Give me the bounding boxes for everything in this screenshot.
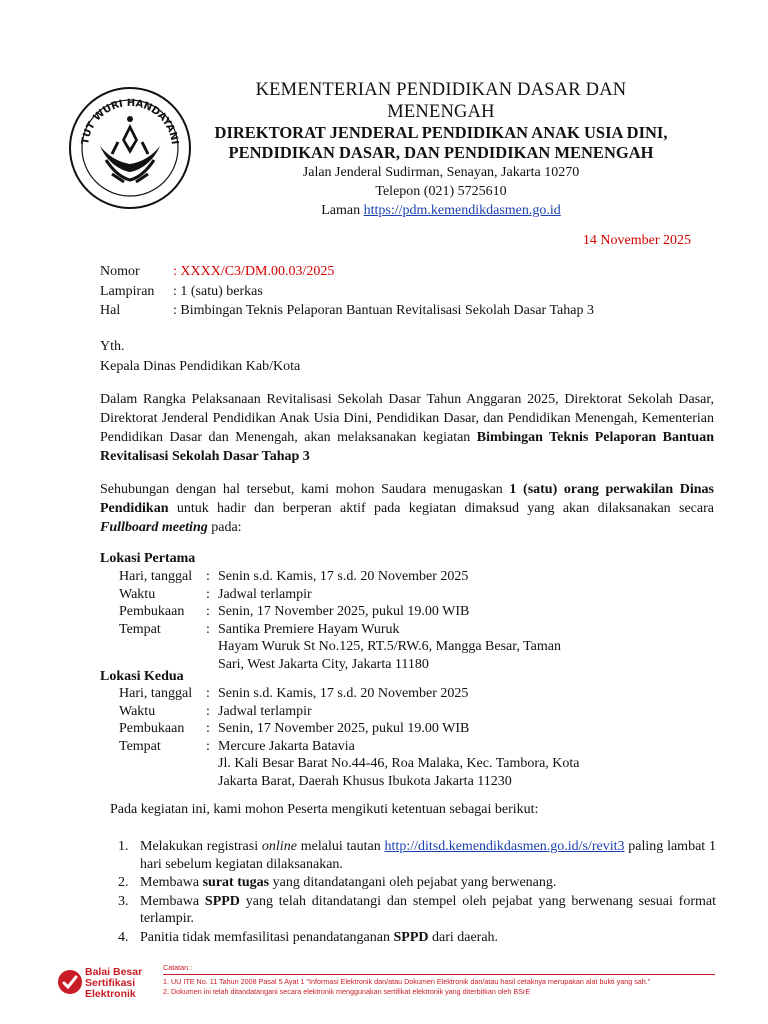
location-2-row bbox=[119, 738, 619, 756]
row-value: Sari, West Jakarta City, Jakarta 11180 bbox=[218, 656, 429, 672]
hal-label: Hal bbox=[100, 303, 121, 318]
ministry-name-line2: MENENGAH bbox=[387, 102, 495, 122]
svg-text:TUT WURI HANDAYANI: TUT WURI HANDAYANI bbox=[80, 97, 180, 146]
item4-bold: SPPD bbox=[393, 929, 429, 945]
item4-part-a: Panitia tidak memfasilitasi penandatanganan bbox=[140, 929, 394, 945]
location-1-row bbox=[119, 656, 619, 674]
location-1-row bbox=[119, 603, 619, 621]
website-link[interactable]: https://pdm.kemendikdasmen.go.id bbox=[363, 203, 561, 218]
notes-title: Catatan : bbox=[163, 963, 193, 972]
list-text bbox=[140, 838, 716, 873]
list-number: 1. bbox=[118, 839, 129, 854]
paragraph-2-part1: Sehubungan dengan hal tersebut, kami mohon Saudara menugaskan bbox=[100, 482, 510, 497]
location-2-row bbox=[119, 720, 619, 738]
list-item bbox=[118, 874, 716, 892]
letter-meta bbox=[100, 262, 594, 321]
row-label: Pembukaan bbox=[119, 604, 185, 619]
item2-bold: surat tugas bbox=[202, 875, 270, 890]
row-label: Waktu bbox=[119, 703, 156, 719]
meta-row-nomor bbox=[100, 262, 594, 282]
row-colon: : bbox=[206, 703, 210, 719]
row-value: Jl. Kali Besar Barat No.44-46, Roa Malaka, Kec. Tambora, Kota bbox=[218, 756, 580, 771]
notes-divider bbox=[163, 974, 715, 975]
location-2-row bbox=[119, 703, 619, 721]
item2-part-a: Membawa bbox=[140, 875, 203, 890]
list-text bbox=[140, 874, 716, 892]
item4-part-b: dari daerah. bbox=[428, 929, 499, 945]
bsre-line3: Elektronik bbox=[85, 988, 136, 1000]
item1-part-c: paling lambat 1 hari sebelum kegiatan dilaksanakan. bbox=[140, 839, 716, 872]
list-item bbox=[118, 929, 716, 947]
location-1-title: Lokasi Pertama bbox=[100, 551, 196, 566]
row-label: Hari, tanggal bbox=[119, 569, 193, 584]
note-2: 2. Dokumen ini telah ditandatangani secara elektronik menggunakan sertifikat elektronik yang diterbitkan oleh BSrE bbox=[163, 987, 531, 996]
row-colon bbox=[206, 656, 218, 674]
signature-footer bbox=[55, 963, 715, 1013]
phone-line: Telepon (021) 5725610 bbox=[375, 184, 507, 199]
row-colon: : bbox=[206, 686, 210, 701]
directorate-name-line1: DIREKTORAT JENDERAL PENDIDIKAN ANAK USIA DINI, bbox=[214, 123, 668, 142]
location-1-row bbox=[119, 568, 619, 586]
row-colon: : bbox=[206, 738, 210, 754]
item3-part-a: Membawa bbox=[140, 893, 205, 909]
location-1-row bbox=[119, 621, 619, 639]
directorate-name-line2: PENDIDIKAN DASAR, DAN PENDIDIKAN MENENGAH bbox=[228, 143, 654, 162]
meta-row-hal bbox=[100, 301, 594, 321]
paragraph-1-text: Dalam Rangka Pelaksanaan Revitalisasi Sekolah Dasar Tahun Anggaran 2025, Direktorat Sekolah Dasar, Direktorat Jenderal Pendidikan Anak Usia Dini, Pendidikan Dasar, dan Pendidikan Menengah, Kementerian Pendidikan Dasar dan Menengah, akan melaksanakan kegiatan bbox=[100, 392, 714, 445]
row-value: Jakarta Barat, Daerah Khusus Ibukota Jakarta 11230 bbox=[218, 773, 512, 789]
nomor-value: : XXXX/C3/DM.00.03/2025 bbox=[173, 264, 335, 279]
row-value: Jadwal terlampir bbox=[218, 586, 312, 602]
bsre-name bbox=[85, 967, 142, 1000]
row-value: Mercure Jakarta Batavia bbox=[218, 738, 355, 754]
nomor-label: Nomor bbox=[100, 264, 140, 279]
recipient-block bbox=[100, 337, 300, 376]
location-2-row bbox=[119, 773, 619, 791]
row-label bbox=[119, 638, 206, 656]
row-label bbox=[119, 773, 206, 791]
list-number: 4. bbox=[118, 929, 129, 945]
note-1: 1. UU ITE No. 11 Tahun 2008 Pasal 5 Ayat 1 "Informasi Elektronik dan/atau Dokumen Elektronik dan/atau hasil cetaknya merupakan alat bukti yang sah." bbox=[163, 977, 651, 986]
row-label: Hari, tanggal bbox=[119, 686, 193, 701]
paragraph-2 bbox=[100, 480, 714, 537]
item1-italic: online bbox=[261, 839, 297, 854]
row-label: Tempat bbox=[119, 738, 161, 754]
paragraph-2-bold-italic: Fullboard meeting bbox=[100, 520, 208, 535]
paragraph-2-part2: untuk hadir dan berperan aktif pada kegiatan dimaksud yang akan dilaksanakan secara bbox=[168, 501, 714, 516]
list-item bbox=[118, 838, 716, 873]
salutation: Yth. bbox=[100, 339, 125, 354]
item3-part-b: yang telah ditandatangi dan stempel oleh pejabat yang berwenang sesuai format terlampir. bbox=[140, 893, 716, 926]
row-colon: : bbox=[206, 621, 210, 637]
location-2-details bbox=[119, 685, 619, 790]
address-line: Jalan Jenderal Sudirman, Senayan, Jakarta 10270 bbox=[302, 165, 580, 180]
bsre-logo-icon bbox=[55, 967, 85, 997]
item1-part-b: melalui tautan bbox=[296, 839, 385, 854]
row-value: Senin, 17 November 2025, pukul 19.00 WIB bbox=[218, 721, 470, 736]
tut-wuri-handayani-logo bbox=[66, 84, 194, 212]
list-text bbox=[140, 929, 716, 947]
list-number: 3. bbox=[118, 893, 129, 909]
registration-link[interactable]: http://ditsd.kemendikdasmen.go.id/s/revit3 bbox=[384, 839, 625, 854]
row-value: Senin s.d. Kamis, 17 s.d. 20 November 2025 bbox=[218, 686, 469, 701]
row-colon bbox=[206, 773, 218, 791]
bsre-line2: Sertifikasi bbox=[85, 977, 136, 989]
row-value: Jadwal terlampir bbox=[218, 703, 312, 719]
item2-part-b: yang ditandatangani oleh pejabat yang berwenang. bbox=[269, 875, 557, 890]
requirements-intro: Pada kegiatan ini, kami mohon Peserta mengikuti ketentuan sebagai berikut: bbox=[110, 802, 539, 817]
meta-row-lampiran bbox=[100, 282, 594, 302]
letter-date: 14 November 2025 bbox=[582, 233, 691, 248]
row-value: Senin, 17 November 2025, pukul 19.00 WIB bbox=[218, 604, 470, 619]
paragraph-2-bold: 1 (satu) orang perwakilan Dinas Pendidikan bbox=[100, 482, 715, 516]
list-text bbox=[140, 893, 716, 928]
row-colon bbox=[206, 638, 218, 656]
paragraph-1 bbox=[100, 390, 714, 466]
footer-notes bbox=[163, 963, 715, 997]
bsre-line1: Balai Besar bbox=[85, 966, 143, 978]
item1-part-a: Melakukan registrasi bbox=[140, 839, 262, 854]
paragraph-1-bold: Bimbingan Teknis Pelaporan Bantuan Revitalisasi Sekolah Dasar Tahap 3 bbox=[100, 430, 714, 464]
location-2-row bbox=[119, 685, 619, 703]
row-label: Waktu bbox=[119, 586, 156, 602]
item3-bold: SPPD bbox=[204, 893, 240, 909]
letterhead bbox=[196, 79, 686, 220]
location-2-title: Lokasi Kedua bbox=[100, 669, 184, 684]
location-1-details bbox=[119, 568, 619, 673]
row-value: Hayam Wuruk St No.125, RT.5/RW.6, Mangga Besar, Taman bbox=[218, 639, 561, 654]
location-2-row bbox=[119, 755, 619, 773]
row-value: Santika Premiere Hayam Wuruk bbox=[218, 621, 400, 637]
list-number: 2. bbox=[118, 875, 129, 890]
row-colon: : bbox=[206, 721, 210, 736]
row-label: Tempat bbox=[119, 621, 161, 637]
paragraph-2-part3: pada: bbox=[207, 520, 242, 535]
requirements-list bbox=[118, 838, 716, 947]
location-1-row bbox=[119, 638, 619, 656]
row-colon: : bbox=[206, 604, 210, 619]
location-1-row bbox=[119, 586, 619, 604]
lampiran-value: : 1 (satu) berkas bbox=[173, 283, 263, 299]
list-item bbox=[118, 893, 716, 928]
row-label: Pembukaan bbox=[119, 721, 185, 736]
row-colon: : bbox=[206, 586, 210, 602]
website-line bbox=[196, 201, 686, 220]
ministry-name-line1: KEMENTERIAN PENDIDIKAN DASAR DAN bbox=[255, 80, 627, 100]
row-colon bbox=[206, 755, 218, 773]
row-colon: : bbox=[206, 569, 210, 584]
hal-value: : Bimbingan Teknis Pelaporan Bantuan Revitalisasi Sekolah Dasar Tahap 3 bbox=[173, 303, 594, 318]
row-value: Senin s.d. Kamis, 17 s.d. 20 November 2025 bbox=[218, 569, 469, 584]
lampiran-label: Lampiran bbox=[100, 283, 155, 299]
recipient-name: Kepala Dinas Pendidikan Kab/Kota bbox=[100, 358, 301, 374]
row-label bbox=[119, 755, 206, 773]
website-prefix: Laman bbox=[321, 203, 364, 218]
